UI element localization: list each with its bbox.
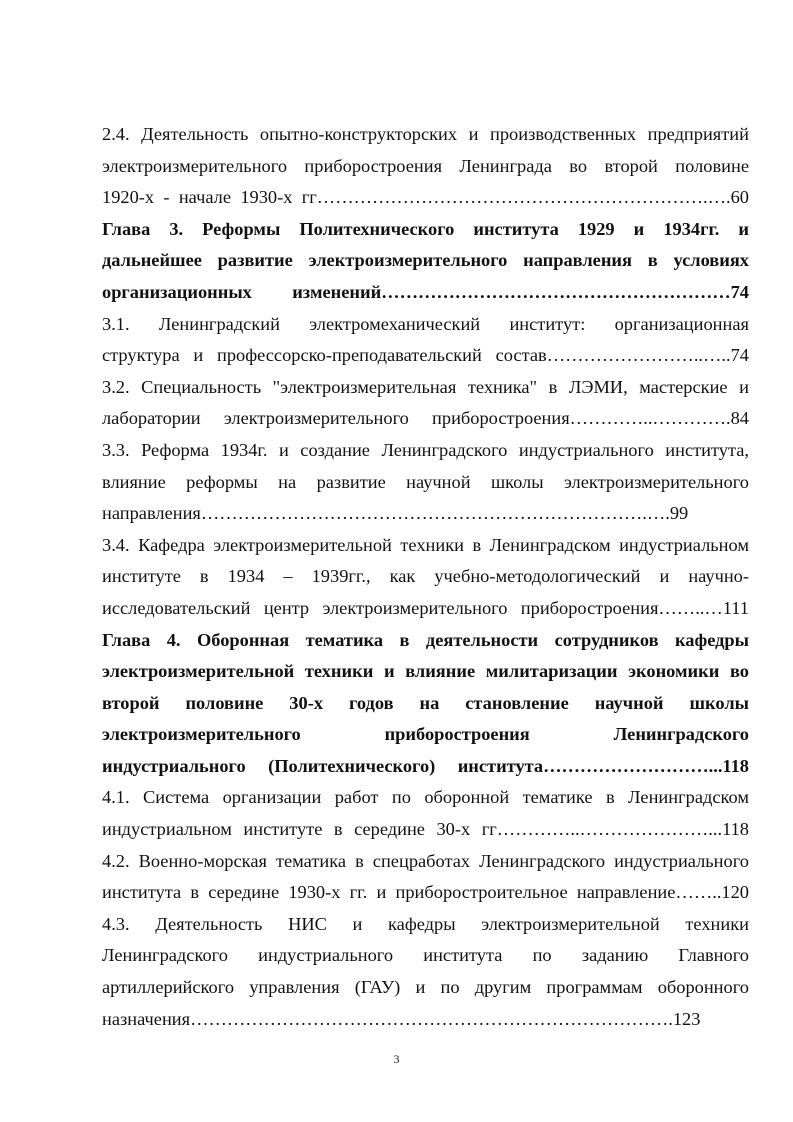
toc-entry-4-1: [102, 782, 749, 845]
toc-line: индустриального (Политехнического) института………………………...118: [102, 755, 749, 776]
toc-entry-3-2: [102, 372, 749, 435]
toc-line: влияние реформы на развитие научной школы электроизмерительного: [102, 471, 749, 492]
toc-entry-2-4: [102, 119, 749, 214]
toc-line: 2.4. Деятельность опытно-конструкторских и производственных предприятий: [102, 124, 749, 144]
toc-line: второй половине 30-х годов на становление научной школы: [102, 692, 749, 713]
toc-line: организационных изменений…………………………………………………74: [102, 281, 749, 302]
toc-line: электроизмерительного приборостроения Ленинграда во второй половине: [102, 155, 749, 176]
toc-chapter-3: [102, 214, 749, 309]
toc-entry-3-1: [102, 309, 749, 372]
toc-line: электроизмерительной техники и влияние милитаризации экономики во: [102, 661, 749, 682]
toc-line: исследовательский центр электроизмерительного приборостроения……..…111: [102, 597, 749, 618]
toc-line: институте в 1934 – 1939гг., как учебно-методологический и научно-: [102, 566, 749, 587]
toc-line: института в середине 1930-х гг. и приборостроительное направление……..120: [102, 882, 749, 903]
toc-entry-4-2: [102, 846, 749, 909]
toc-line: назначения…………………………………………………………………….123: [102, 1008, 701, 1029]
toc-entry-3-4: [102, 530, 749, 625]
toc-entry-4-3: [102, 909, 749, 1035]
toc-line: 4.2. Военно-морская тематика в спецработах Ленинградского индустриального: [102, 850, 749, 871]
toc-line: 3.1. Ленинградский электромеханический институт: организационная: [102, 313, 749, 334]
toc-chapter-4: [102, 625, 749, 783]
page-number: 3: [393, 1052, 400, 1066]
toc-line: лаборатории электроизмерительного приборостроения…………..………….84: [102, 408, 749, 429]
toc-line: Ленинградского индустриального института по заданию Главного: [102, 945, 749, 966]
toc-line: Глава 3. Реформы Политехнического института 1929 и 1934гг. и: [102, 218, 749, 239]
toc-line: 3.4. Кафедра электроизмерительной техники в Ленинградском индустриальном: [102, 534, 749, 555]
toc-line: дальнейшее развитие электроизмерительного направления в условиях: [102, 250, 749, 271]
toc-line: артиллерийского управления (ГАУ) и по другим программам оборонного: [102, 977, 749, 998]
table-of-contents: [102, 119, 749, 1035]
toc-line: 3.2. Специальность "электроизмерительная техника" в ЛЭМИ, мастерские и: [102, 376, 749, 397]
toc-line: 1920-х - начале 1930-х гг……………………………………………………….….60: [102, 187, 749, 208]
toc-line: электроизмерительного приборостроения Ленинградского: [102, 724, 749, 745]
toc-line: 4.3. Деятельность НИС и кафедры электроизмерительной техники: [102, 913, 749, 934]
toc-line: индустриальном институте в середине 30-х гг…………..…………………...118: [102, 819, 749, 840]
toc-line: структура и профессорско-преподавательский состав……………………..…..74: [102, 345, 749, 366]
toc-line: Глава 4. Оборонная тематика в деятельности сотрудников кафедры: [102, 629, 749, 650]
toc-line: 4.1. Система организации работ по оборонной тематике в Ленинградском: [102, 787, 749, 808]
toc-entry-3-3: [102, 435, 749, 530]
toc-line: 3.3. Реформа 1934г. и создание Ленинградского индустриального института,: [102, 439, 749, 460]
toc-line: направления……………………………………………………………….….99: [102, 503, 689, 524]
